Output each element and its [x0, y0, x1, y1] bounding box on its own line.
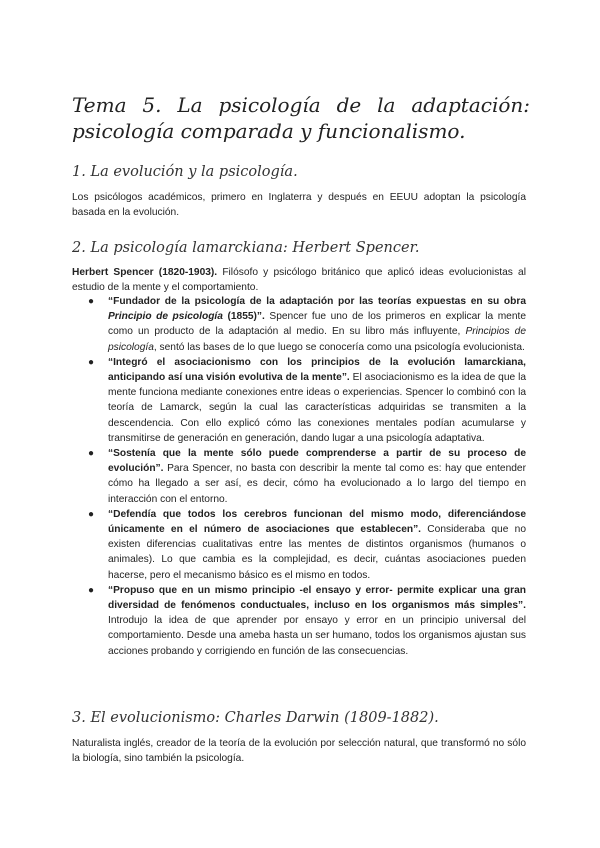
bullet-text: El asociacionismo es la idea de que la mente funciona mediante conexiones entre ideas o experiencias. Spencer lo combinó con la teoría de Lamarck, según la cual las características adquiridas se transmiten a la descendencia. Con ello explicó cómo las conexiones mentales podían acumularse y transmitirse de generación en generación, dando lugar a una psicología adaptativa. [108, 372, 526, 444]
bullet-dot-icon: ● [88, 296, 95, 307]
bullet-dot-icon: ● [88, 584, 95, 596]
bullet-bold: “Sostenía que la mente sólo puede comprenderse a partir de su proceso de evolución”. [108, 448, 526, 475]
section-heading-spencer: 2. La psicología lamarckiana: Herbert Spencer. [72, 240, 420, 256]
list-item [72, 355, 526, 446]
bullet-text: Consideraba que no existen diferencias cualitativas entre las mentes de distintos organismos (humanos o animales). Lo que cambia es la complejidad, es decir, cuántas asociaciones pueden hacerse, pero el mecanismo básico es el mismo en todos. [108, 524, 527, 581]
bullet-text-end: , sentó las bases de lo que luego se conocería como una psicología evolucionista. [153, 341, 525, 353]
spencer-intro-name: Herbert Spencer (1820-1903). [72, 267, 218, 278]
spencer-intro-text: Filósofo y psicólogo británico que aplicó ideas evolucionistas al estudio de la mente y el comportamiento. [72, 267, 526, 294]
section-heading-darwin: 3. El evolucionismo: Charles Darwin (1809-1882). [72, 710, 439, 726]
bullet-bold: “Propuso que en un mismo principio -el ensayo y error- permite explicar una gran diversidad de fenómenos conductuales, incluso en los organismos más simples”. [108, 584, 526, 612]
document-title: Tema 5. La psicología de la adaptación: psicología comparada y funcionalismo. [72, 93, 530, 143]
list-item [72, 446, 526, 507]
bullet-bold: “Integró el asociacionismo con los principios de la evolución lamarckiana, anticipando así una visión evolutiva de la mente”. [108, 356, 526, 384]
bullet-bold: “Defendía que todos los cerebros funcionan del mismo modo, diferenciándose únicamente en el número de asociaciones que establecen”. [108, 508, 526, 536]
section-heading-evolucion: 1. La evolución y la psicología. [72, 164, 298, 180]
bullet-dot-icon: ● [88, 448, 95, 460]
section-body-darwin: Naturalista inglés, creador de la teoría de la evolución por selección natural, que transformó no sólo la biología, sino también la psicología. [72, 738, 526, 765]
list-item [72, 294, 526, 355]
bullet-text: Para Spencer, no basta con describir la mente tal como es: hay que entender cómo ha llegado a ser así, es decir, cómo ha evolucionado a lo largo del tiempo en interacción con el entorno. [108, 463, 526, 505]
bullet-bold-end: (1855)”. [222, 311, 265, 323]
bullet-italic: Principios de psicología [108, 326, 526, 353]
spencer-bullet-list [72, 294, 526, 659]
bullet-bold-italic: Principio de psicología [108, 311, 223, 323]
bullet-bold: “Fundador de la psicología de la adaptación por las teorías expuestas en su obra [108, 296, 526, 307]
bullet-dot-icon: ● [88, 508, 95, 520]
list-item [72, 583, 526, 659]
bullet-text: Introdujo la idea de que aprender por ensayo y error en un principio universal del comportamiento. Desde una ameba hasta un ser humano, todos los organismos ajustan sus acciones probando y corrigiendo en función de las consecuencias. [108, 615, 526, 657]
list-item [72, 507, 526, 583]
bullet-dot-icon: ● [88, 356, 95, 368]
bullet-text: Spencer fue uno de los primeros en explicar la mente como un producto de la adaptación al medio. En su libro más influyente, [108, 311, 527, 338]
spencer-intro [72, 265, 526, 295]
section-body-evolucion: Los psicólogos académicos, primero en Inglaterra y después en EEUU adoptan la psicología basada en la evolución. [72, 192, 526, 219]
